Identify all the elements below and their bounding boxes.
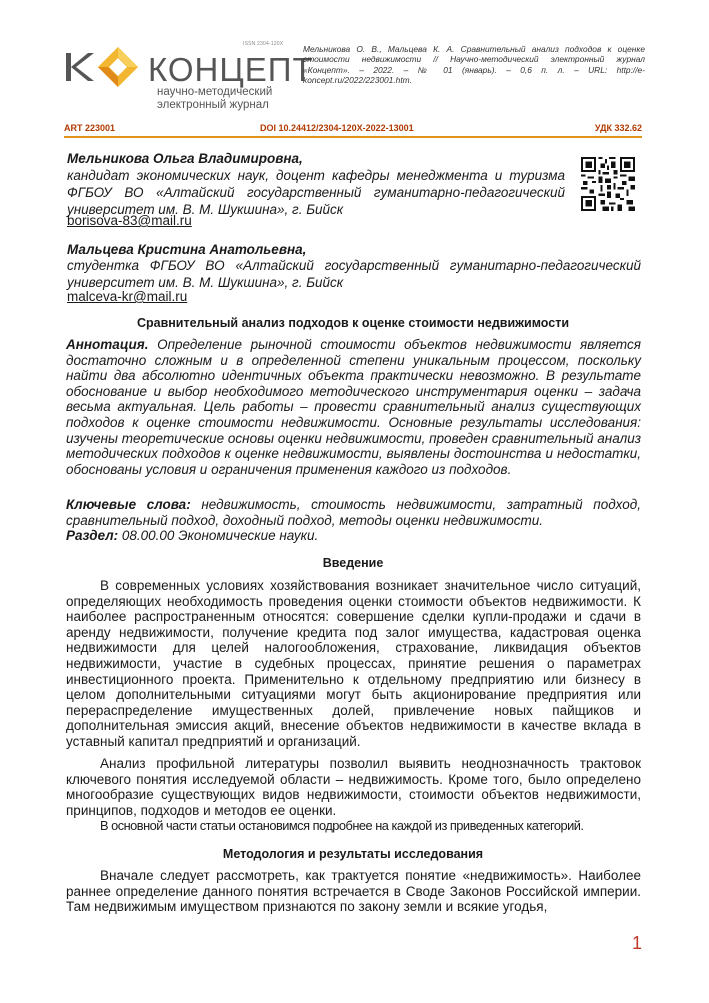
logo-subtitle-line-1: научно-методический: [157, 86, 273, 98]
issn: ISSN 2304-120X: [243, 41, 284, 47]
logo-subtitle-line-2: электронный журнал: [157, 99, 269, 111]
intro-heading: Введение: [322, 556, 384, 570]
udk: УДК 332.62: [594, 123, 642, 133]
author-2-email[interactable]: malceva-kr@mail.ru: [67, 289, 188, 304]
keywords-label: Ключевые слова:: [66, 497, 191, 512]
annotation-text: Определение рыночной стоимости объектов недвижимости является достаточно сложным и в определенной степени уникальным процессом, поскольку найти два абсолютно идентичных объекта практически невозможно. В результате обоснование и выбор необходимого методического инструментария оценки – задача весьма актуальная. Цель работы – провести сравнительный анализ существующих подходов к оценке стоимости недвижимости. Основные результаты исследования: изучены теоретические основы оценки недвижимости, проведен сравнительный анализ методических подходов к оценке недвижимости, выявлены достоинства и недостатки, обоснованы условия и ограничения применения каждого из подходов.: [66, 337, 641, 477]
page-number: 1: [632, 933, 643, 953]
logo-subtitle: [157, 86, 272, 112]
article-title: Сравнительный анализ подходов к оценке стоимости недвижимости: [136, 316, 570, 330]
keywords: [66, 497, 641, 528]
doi[interactable]: DOI 10.24412/2304-120X-2022-13001: [260, 123, 414, 133]
author-2-affiliation: студентка ФГБОУ ВО «Алтайский государственный гуманитарно-педагогический университет им. В. М. Шукшина», г. Бийск: [67, 258, 641, 290]
author-1-name: Мельникова Ольга Владимировна,: [67, 151, 303, 166]
section-info: [66, 528, 641, 544]
citation: Мельникова О. В., Мальцева К. А. Сравнительный анализ подходов к оценке стоимости недвижимости // Научно-методический электронный журнал «Концепт». – 2022. – № 01 (январь). – 0,6 п. л. – URL: http://e-koncept.ru/2022/223001.htm.: [303, 44, 645, 86]
header-divider: [64, 136, 642, 138]
intro-paragraph-2: Анализ профильной литературы позволил выявить неоднозначность трактовок ключевого понятия исследуемой области – недвижимость. Кроме того, было определено многообразие существующих видов недвижимости, стоимости объектов недвижимости, принципов, подходов и методов ее оценки.: [66, 756, 641, 818]
methodology-heading: Методология и результаты исследования: [222, 847, 484, 861]
methodology-paragraph-1: Вначале следует рассмотреть, как трактуется понятие «недвижимость». Наиболее раннее определение данного понятия встречается в Своде Законов Российской империи. Там недвижимым имуществом признаются по закону земли и всякие угодья,: [66, 868, 641, 915]
keywords-text: недвижимость, стоимость недвижимости, затратный подход, сравнительный подход, доходный подход, методы оценки недвижимости.: [66, 497, 641, 528]
annotation: [66, 337, 641, 477]
annotation-label: Аннотация.: [66, 337, 149, 352]
intro-paragraph-3: В основной части статьи остановимся подробнее на каждой из приведенных категорий.: [100, 818, 584, 833]
qr-code-icon: [581, 157, 635, 211]
author-1-email[interactable]: borisova-83@mail.ru: [67, 213, 192, 228]
author-1-affiliation: кандидат экономических наук, доцент кафедры менеджмента и туризма ФГБОУ ВО «Алтайский государственный гуманитарно-педагогический университет им. В. М. Шукшина», г. Бийск: [67, 168, 565, 217]
intro-paragraph-1: В современных условиях хозяйствования возникает значительное число ситуаций, определяющих необходимость проведения оценки стоимости объектов недвижимости. К наиболее распространенным относятся: совершение сделки купли-продажи и сдачи в аренду недвижимости, получение кредита под залог имущества, кадастровая оценка недвижимости для целей налогообложения, страхование, ликвидация объектов недвижимости, участие в судебных процессах, принятие решения о параметрах инвестиционного проекта. Применительно к отдельному предприятию или бизнесу в целом дополнительными ситуациями могут быть акционирование предприятия или перераспределение имущественных долей, привлечение новых пайщиков и дополнительная эмиссия акций, внесение объектов недвижимости в качестве вклада в уставный капитал предприятий и организаций.: [66, 578, 641, 749]
art-number: ART 223001: [64, 123, 116, 133]
author-2-name: Мальцева Кристина Анатольевна,: [67, 242, 307, 257]
logo-text: КОНЦЕПТ: [148, 51, 314, 88]
section-label: Раздел:: [66, 528, 119, 543]
section-text: 08.00.00 Экономические науки.: [118, 528, 319, 543]
